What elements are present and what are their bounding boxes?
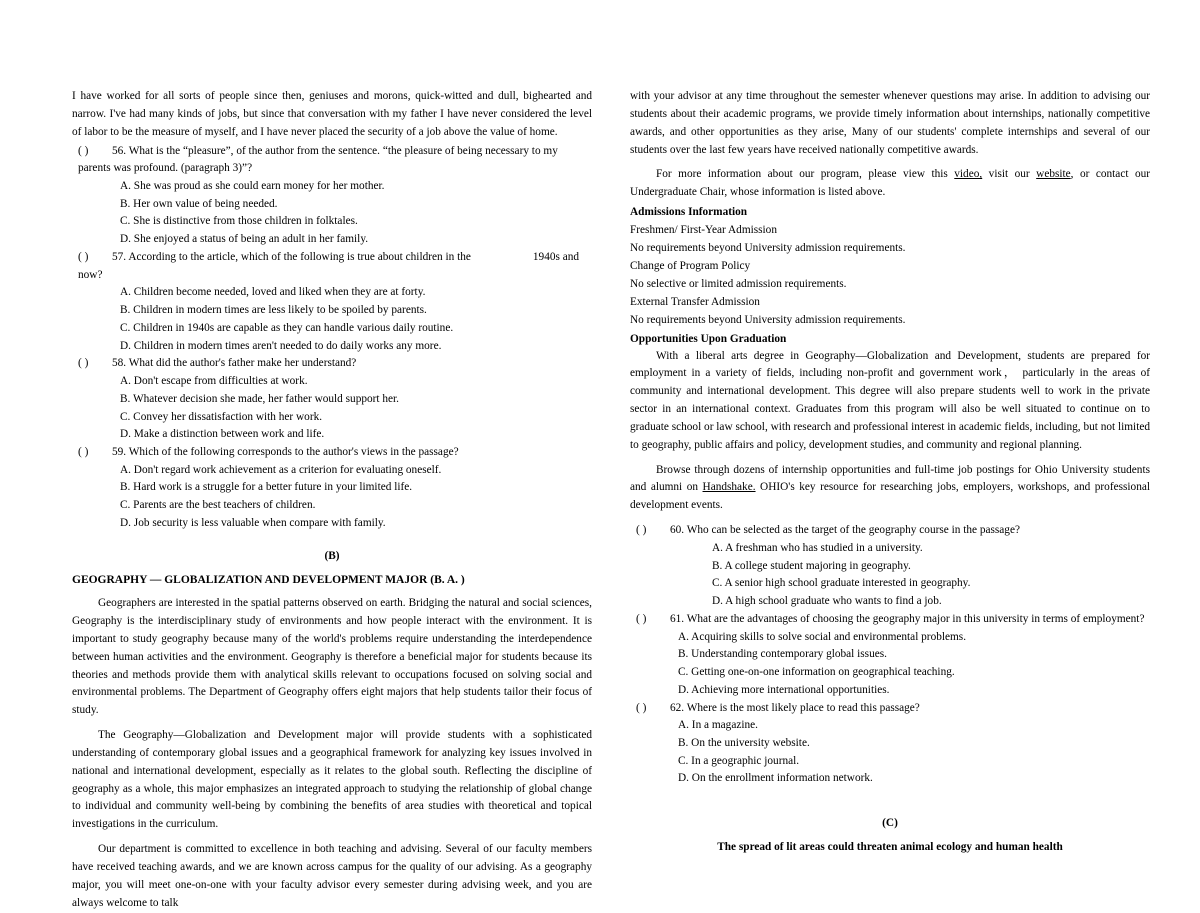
answer-blank-62[interactable]: ( ) <box>636 701 647 714</box>
browse-paragraph <box>630 462 1150 516</box>
section-label-c: (C) <box>882 817 898 830</box>
more-info-text-2: visit our <box>982 168 1037 181</box>
option-d-60: D. A high school graduate who wants to find a job. <box>712 595 942 608</box>
question-text-57: 57. According to the article, which of the following is true about children in the <box>112 250 471 263</box>
answer-blank-61[interactable]: ( ) <box>636 612 647 625</box>
option-a-59: A. Don't regard work achievement as a criterion for evaluating oneself. <box>120 463 442 476</box>
handshake-link[interactable]: Handshake. <box>702 481 756 494</box>
right-column <box>630 88 1150 856</box>
option-d-62: D. On the enrollment information network. <box>678 772 873 785</box>
option-d-58: D. Make a distinction between work and life. <box>120 428 325 441</box>
answer-blank-60[interactable]: ( ) <box>636 524 647 537</box>
question-text-57-tail: 1940s and now? <box>78 250 580 281</box>
browse-text-1: Browse through dozens of internship opportunities and full-time job postings for Ohio University students and alumni on <box>630 463 1150 494</box>
more-info-text-1: For more information about our program, please view this <box>656 168 955 181</box>
option-b-58: B. Whatever decision she made, her father would support her. <box>120 392 399 405</box>
spacer <box>72 533 592 547</box>
question-stem-58 <box>72 355 592 373</box>
option-c-62: C. In a geographic journal. <box>678 754 800 767</box>
option-b-57: B. Children in modern times are less likely to be spoiled by parents. <box>120 304 427 317</box>
answer-blank-58[interactable]: ( ) <box>78 357 89 370</box>
option-b-62: B. On the university website. <box>678 736 810 749</box>
question-stem-61 <box>630 611 1150 629</box>
question-block-60 <box>630 522 1150 611</box>
question-stem-57 <box>72 249 592 284</box>
option-b-61: B. Understanding contemporary global issues. <box>678 648 887 661</box>
question-block-56 <box>72 143 592 249</box>
intro-paragraph: I have worked for all sorts of people since then, geniuses and morons, quick-witted and dull, bighearted and narrow. I've had many kinds of jobs, but since that conversation with my father I have never considered the level of labor to be the measure of myself, and I have never placed the security of a job above the value of home. <box>72 90 592 138</box>
question-block-57 <box>72 249 592 355</box>
question-text-62: 62. Where is the most likely place to read this passage? <box>670 701 920 714</box>
answer-blank-59[interactable]: ( ) <box>78 446 89 459</box>
option-a-58: A. Don't escape from difficulties at work. <box>120 375 308 388</box>
option-c-58: C. Convey her dissatisfaction with her work. <box>120 410 323 423</box>
option-a-61: A. Acquiring skills to solve social and environmental problems. <box>678 630 967 643</box>
option-d-61: D. Achieving more international opportunities. <box>678 683 890 696</box>
body-paragraph-2: The Geography—Globalization and Development major will provide students with a sophisticated understanding of contemporary global issues and a geographical framework for analyzing key issues involved in national and international development, especially as it relates to the global south. Reflecting the discipline of geography as a whole, this major emphasizes an integrated approach to studying the relationship of global change to individual and community well-being by combining the benefits of area studies with theoretical and topical investigations in the curriculum. <box>72 729 592 831</box>
question-block-58 <box>72 355 592 444</box>
two-column-layout <box>72 88 1151 913</box>
option-c-57: C. Children in 1940s are capable as they can handle various daily routine. <box>120 321 454 334</box>
option-a-60: A. A freshman who has studied in a university. <box>712 541 923 554</box>
option-d-56: D. She enjoyed a status of being an adult in her family. <box>120 233 369 246</box>
video-link[interactable]: video, <box>954 168 983 181</box>
question-text-58: 58. What did the author's father make her understand? <box>112 357 357 370</box>
left-column <box>72 88 592 913</box>
option-d-57: D. Children in modern times aren't needed to do daily works any more. <box>120 339 442 352</box>
spacer <box>630 788 1150 814</box>
body-paragraph-3: Our department is committed to excellence in both teaching and advising. Several of our faculty members have received teaching awards, and we are known across campus for the quality of our advising. As a geography major, you will meet one-on-one with your faculty advisor every semester during advising week, and you are always welcome to talk <box>72 843 592 909</box>
option-b-59: B. Hard work is a struggle for a better future in your limited life. <box>120 481 413 494</box>
opportunities-heading: Opportunities Upon Graduation <box>630 332 787 345</box>
question-stem-56 <box>72 143 592 178</box>
admissions-line-5: External Transfer Admission <box>630 296 760 309</box>
answer-blank-57[interactable]: ( ) <box>78 250 89 263</box>
section-label-b: (B) <box>324 549 340 562</box>
option-c-56: C. She is distinctive from those children in folktales. <box>120 215 358 228</box>
more-info-paragraph <box>630 166 1150 202</box>
more-info-text-3: , or contact our Undergraduate Chair, whose information is listed above. <box>630 168 1151 199</box>
question-text-56: 56. What is the “pleasure”, of the author from the sentence. “the pleasure of being necessary to my parents was profound. (paragraph 3)”? <box>78 144 558 175</box>
option-c-60: C. A senior high school graduate interested in geography. <box>712 577 971 590</box>
question-block-61 <box>630 611 1150 700</box>
option-d-59: D. Job security is less valuable when compare with family. <box>120 516 386 529</box>
question-text-60: 60. Who can be selected as the target of the geography course in the passage? <box>670 524 1020 537</box>
option-b-56: B. Her own value of being needed. <box>120 197 278 210</box>
answer-blank-56[interactable]: ( ) <box>78 144 89 157</box>
admissions-line-3: Change of Program Policy <box>630 260 751 273</box>
website-link[interactable]: website <box>1036 168 1071 181</box>
continuation-paragraph: with your advisor at any time throughout the semester whenever questions may arise. In addition to advising our students about their academic programs, we provide timely information about internships, nationally competitive awards, and other opportunities as they arise, Many of our students' complete internships and several of our students over the last few years have received nationally competitive awards. <box>630 90 1150 156</box>
admissions-line-2: No requirements beyond University admission requirements. <box>630 242 906 255</box>
option-a-62: A. In a magazine. <box>678 719 758 732</box>
option-b-60: B. A college student majoring in geography. <box>712 559 911 572</box>
question-text-59: 59. Which of the following corresponds to the author's views in the passage? <box>112 446 459 459</box>
admissions-line-4: No selective or limited admission requirements. <box>630 278 847 291</box>
admissions-line-6: No requirements beyond University admission requirements. <box>630 314 906 327</box>
option-a-56: A. She was proud as she could earn money for her mother. <box>120 180 385 192</box>
admissions-line-1: Freshmen/ First-Year Admission <box>630 224 777 237</box>
question-text-61: 61. What are the advantages of choosing the geography major in this university in terms of employment? <box>670 612 1145 625</box>
body-paragraph-1: Geographers are interested in the spatial patterns observed on earth. Bridging the natural and social sciences, Geography is the interdisciplinary study of environments and how people interact with the environment. It is important to study geography because many of the world's problems require understanding the interdependence between human activities and the environment. Geography is therefore a beneficial major for students because its theories and methods provide them with analytical skills relevant to occupations focused on solving social and environmental problems. The Department of Geography offers eight majors that help students tailor their focus of study. <box>72 597 592 717</box>
question-stem-60 <box>630 522 1150 540</box>
option-a-57: A. Children become needed, loved and liked when they are at forty. <box>120 286 426 299</box>
question-stem-62 <box>630 700 1150 718</box>
question-block-62 <box>630 700 1150 789</box>
major-title: GEOGRAPHY — GLOBALIZATION AND DEVELOPMENT MAJOR (B. A. ) <box>72 573 465 586</box>
admissions-heading: Admissions Information <box>630 206 748 219</box>
opportunities-paragraph-1: With a liberal arts degree in Geography—Globalization and Development, students are prepared for employment in a variety of fields, including non-profit and government work， particularly in the areas of community and international development. This degree will also prepare students well to work in the private sector in an international context. Graduates from this program will also be well situated to continue on to graduate school or law school, with research and professional interest in academic fields, including, but not limited to geography, public affairs and policy, development studies, and community and regional planning. <box>630 349 1150 451</box>
option-c-61: C. Getting one-on-one information on geographical teaching. <box>678 666 955 679</box>
question-stem-59 <box>72 444 592 462</box>
browse-text-2: OHIO's key resource for researching jobs, employers, workshops, and professional development events. <box>630 481 1150 512</box>
question-block-59 <box>72 444 592 533</box>
passage-c-title: The spread of lit areas could threaten animal ecology and human health <box>717 841 1063 854</box>
option-c-59: C. Parents are the best teachers of children. <box>120 499 316 512</box>
